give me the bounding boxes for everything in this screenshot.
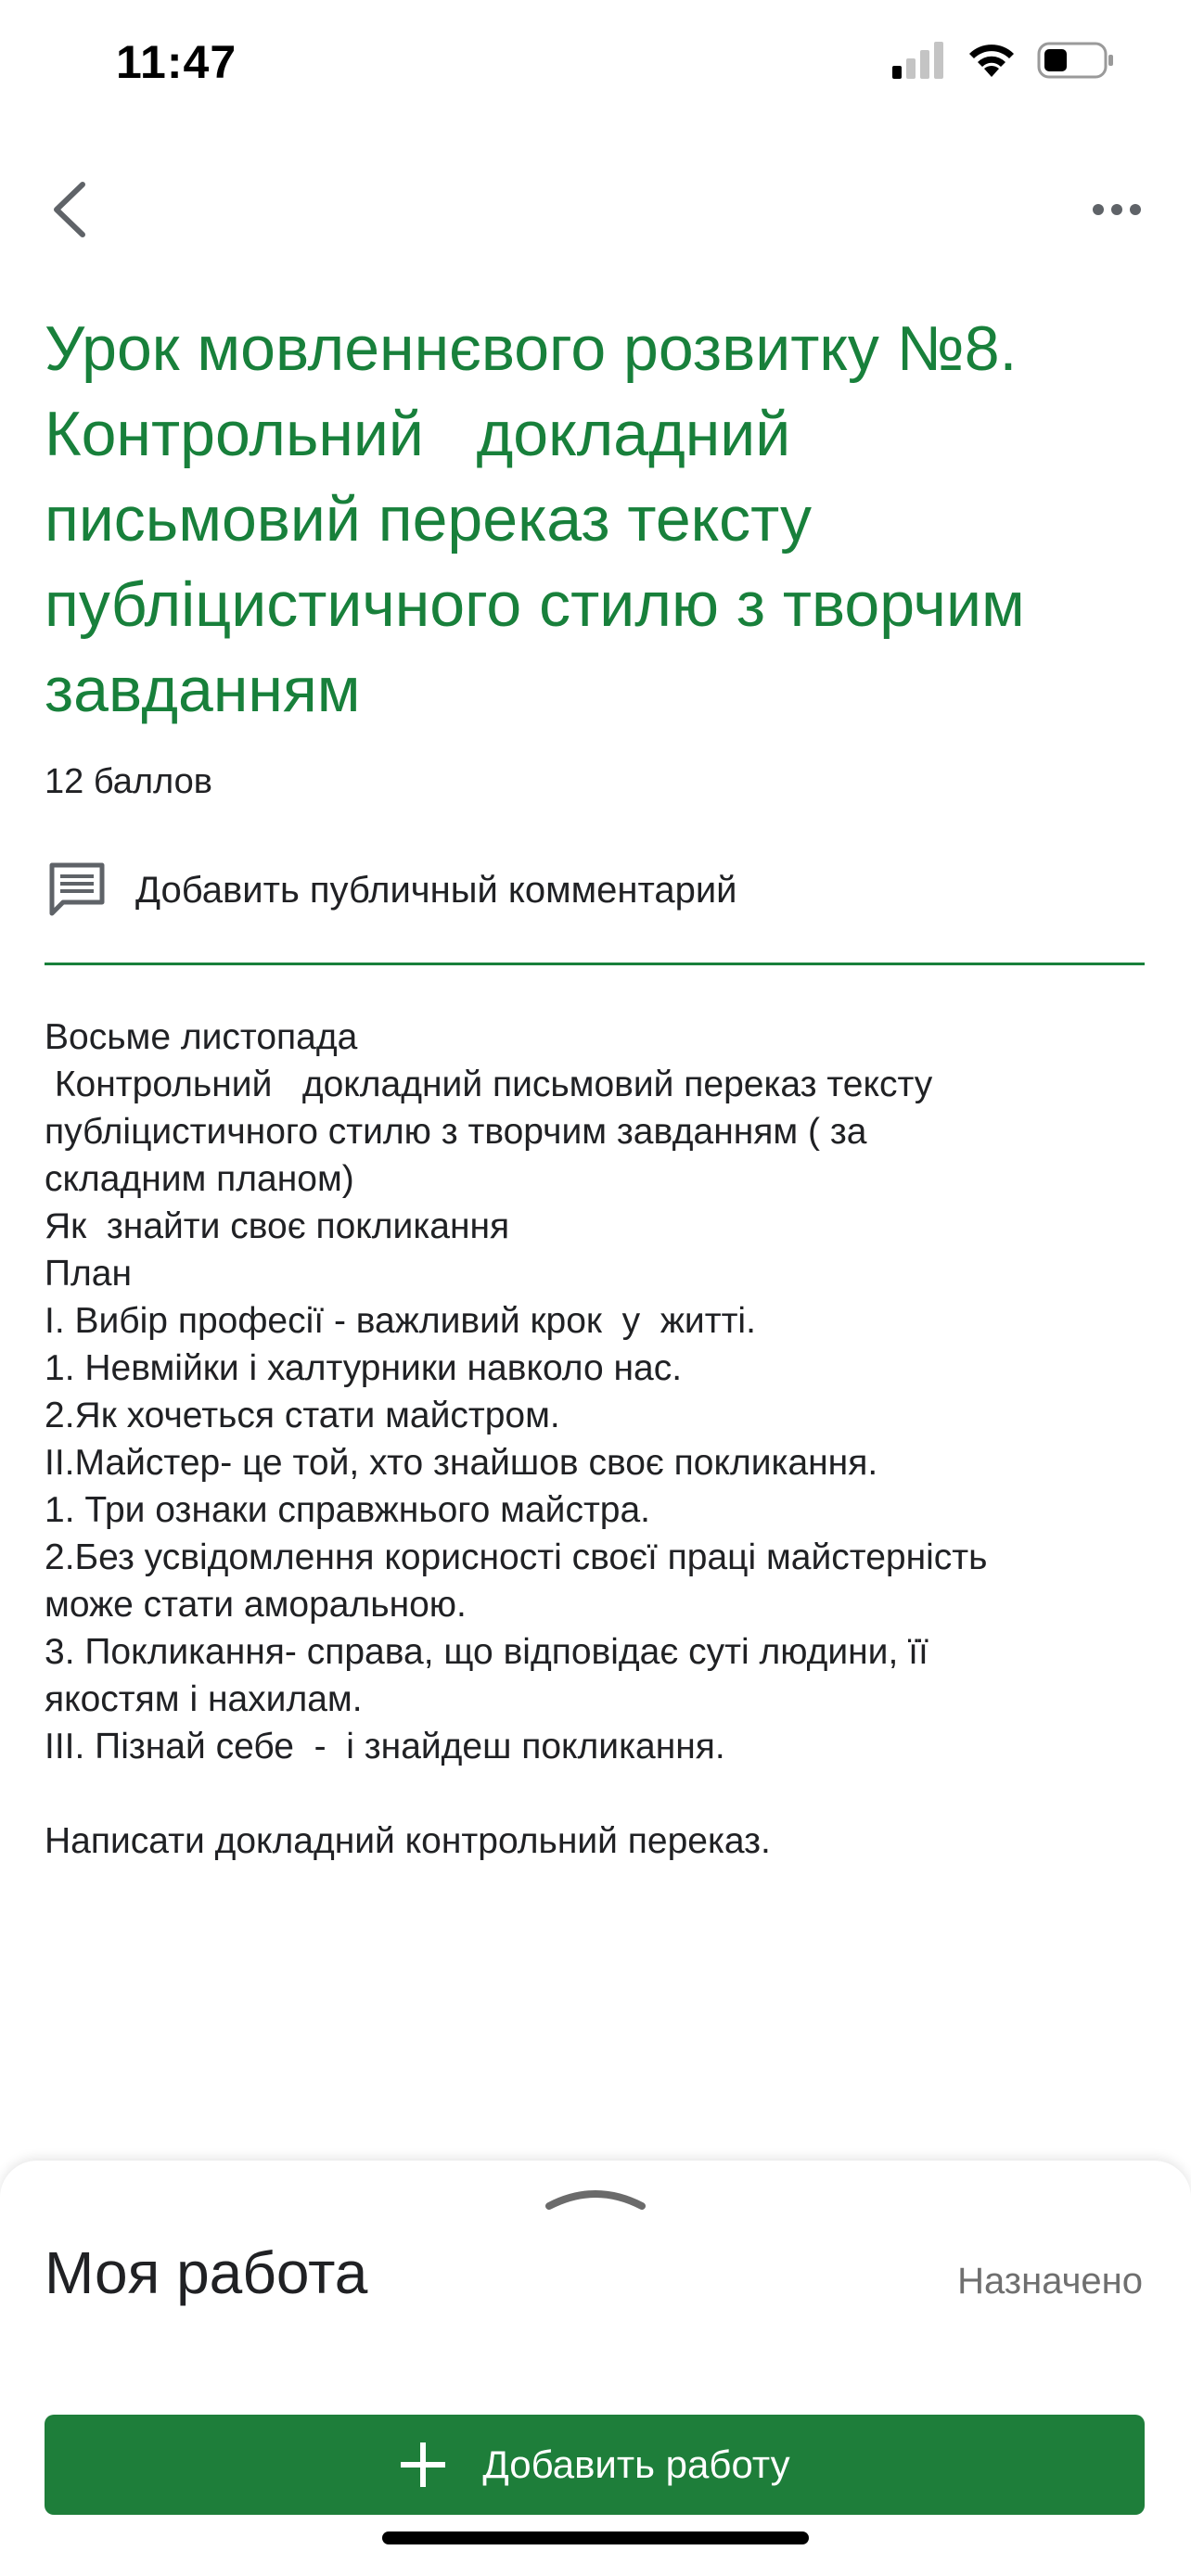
more-horizontal-icon [1091,202,1143,217]
my-work-sheet[interactable] [0,2161,1191,2576]
description-line: може стати аморальною. [45,1585,467,1625]
sheet-expand-handle[interactable] [540,2181,651,2218]
description-line: Восьме листопада [45,1017,358,1057]
description-line: Контрольний докладний письмовий переказ тексту [45,1065,933,1104]
description-line: 2.Без усвідомлення корисності своєї праці майстерність [45,1537,988,1577]
description-line: 1. Невмійки і халтурники навколо нас. [45,1348,683,1388]
description-line: Написати докладний контрольний переказ. [45,1821,771,1861]
more-options-button[interactable] [1080,172,1154,247]
divider [45,963,1145,965]
title-line: публіцистичного стилю з творчим [45,569,1025,640]
description-line: Як знайти своє покликання [45,1206,510,1246]
comment-label: Добавить публичный комментарий [135,869,737,911]
description-line: 1. Три ознаки справжнього майстра. [45,1490,651,1530]
top-app-bar [0,167,1191,250]
description-line: План [45,1254,133,1294]
title-line: Контрольний докладний [45,399,791,469]
title-line: завданням [45,655,361,725]
description-line: ІІІ. Пізнай себе - і знайдеш покликання. [45,1727,725,1766]
cellular-signal-icon [892,42,946,79]
home-indicator[interactable] [382,2531,809,2544]
comment-icon [45,858,109,923]
description-line: І. Вибір професії - важливий крок у житті. [45,1301,756,1341]
description-blank-line [45,1770,1158,1817]
battery-icon [1037,41,1115,80]
description-line: 2.Як хочеться стати майстром. [45,1396,560,1435]
title-line: Урок мовленнєвого розвитку №8. [45,313,1018,384]
back-chevron-icon [49,179,90,240]
my-work-title: Моя работа [45,2239,368,2306]
description-line: ІІ.Майстер- це той, хто знайшов своє покликання. [45,1443,878,1483]
status-icons [892,41,1115,80]
plus-icon [399,2441,447,2489]
add-work-button[interactable] [45,2415,1145,2515]
description-line: 3. Покликання- справа, що відповідає суті людини, її [45,1632,928,1672]
description-line: складним планом) [45,1159,354,1199]
status-bar [0,0,1191,139]
status-time: 11:47 [116,36,237,88]
title-line: письмовий переказ тексту [45,484,813,555]
add-public-comment[interactable] [45,853,1148,927]
assignment-description [45,1014,1158,1865]
add-work-label: Добавить работу [482,2442,790,2486]
assignment-title [45,306,1148,733]
back-button[interactable] [37,172,102,247]
wifi-icon [967,42,1017,79]
expand-handle-icon [544,2187,647,2212]
description-line: публіцистичного стилю з творчим завданням ( за [45,1112,867,1152]
description-line: якостям і нахилам. [45,1679,363,1719]
assignment-status: Назначено [957,2261,1143,2302]
points-label: 12 баллов [45,762,212,801]
